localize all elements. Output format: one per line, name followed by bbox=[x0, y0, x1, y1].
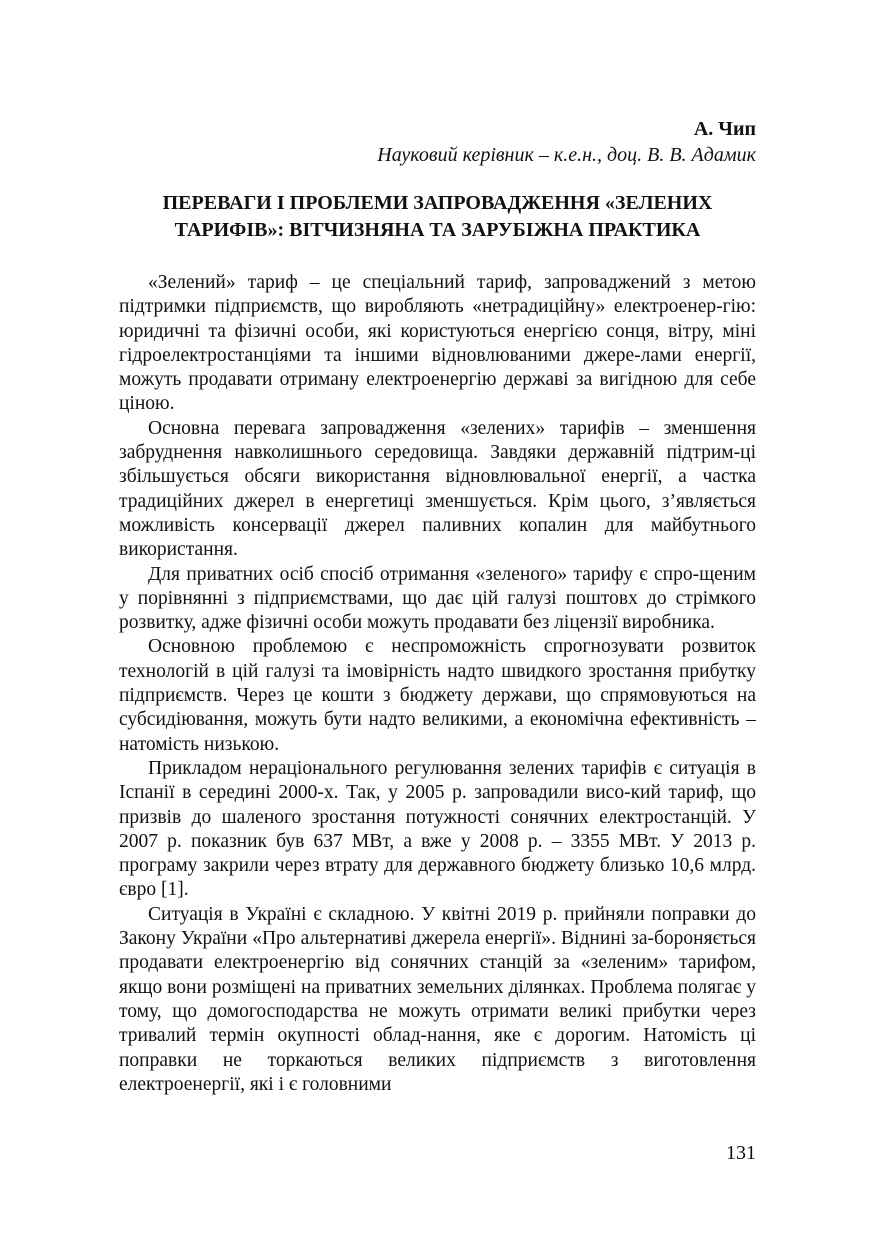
page-number: 131 bbox=[726, 1142, 756, 1164]
article-body bbox=[119, 271, 756, 1097]
paragraph-3: Для приватних осіб спосіб отримання «зеленого» тарифу є спро-щеним у порівнянні з підприємствами, що дає цій галузі поштовх до стрімкого розвитку, адже фізичні особи можуть продавати без ліцензії виробника. bbox=[119, 563, 756, 634]
paragraph-2: Основна перевага запровадження «зелених» тарифів – зменшення забруднення навколишнього середовища. Завдяки державній підтрим-ці збільшується обсяги використання відновлювальної енергії, а частка традиційних джерел в енергетиці зменшується. Крім цього, з’являється можливість консервації джерел паливних копалин для майбутнього використання. bbox=[119, 417, 756, 561]
paragraph-5: Прикладом нераціонального регулювання зелених тарифів є ситуація в Іспанії в середині 2000-х. Так, у 2005 р. запровадили висо-кий тариф, що призвів до шаленого зростання потужності сонячних електростанцій. У 2007 р. показник був 637 МВт, а вже у 2008 р. – 3355 МВт. У 2013 р. програму закрили через втрату для державного бюджету близько 10,6 млрд. євро [1]. bbox=[119, 757, 756, 901]
paragraph-1: «Зелений» тариф – це спеціальний тариф, запроваджений з метою підтримки підприємств, що виробляють «нетрадиційну» електроенер-гію: юридичні та фізичні особи, які користуються енергією сонця, вітру, міні гідроелектростанціями та іншими відновлюваними джере-лами енергії, можуть продавати отриману електроенергію державі за вигідною для себе ціною. bbox=[119, 272, 756, 415]
article-title bbox=[119, 190, 756, 244]
paragraph-6: Ситуація в Україні є складною. У квітні 2019 р. прийняли поправки до Закону України «Про альтернативі джерела енергії». Віднині за-бороняється продавати електроенергію від сонячних станцій за «зеленим» тарифом, якщо вони розміщені на приватних земельних ділянках. Проблема полягає у тому, що домогосподарства не можуть отримати великі прибутки через тривалий термін окупності облад-нання, яке є дорогим. Натомість ці поправки не торкаються великих підприємств з виготовлення електроенергії, які і є головними bbox=[119, 903, 756, 1095]
paragraph-4: Основною проблемою є неспроможність спрогнозувати розвиток технологій в цій галузі та імовірність надто швидкого зростання прибутку підприємств. Через це кошти з бюджету держави, що спрямовуються на субсидіювання, можуть бути надто великими, а економічна ефективність – натомість низькою. bbox=[119, 636, 756, 755]
article-title-line-2: ТАРИФІВ»: ВІТЧИЗНЯНА ТА ЗАРУБІЖНА ПРАКТИКА bbox=[174, 219, 701, 241]
supervisor-line: Науковий керівник – к.е.н., доц. В. В. Адамик bbox=[377, 144, 756, 166]
article-title-line-1: ПЕРЕВАГИ І ПРОБЛЕМИ ЗАПРОВАДЖЕННЯ «ЗЕЛЕНИХ bbox=[162, 192, 713, 214]
author-name: А. Чип bbox=[693, 118, 756, 140]
